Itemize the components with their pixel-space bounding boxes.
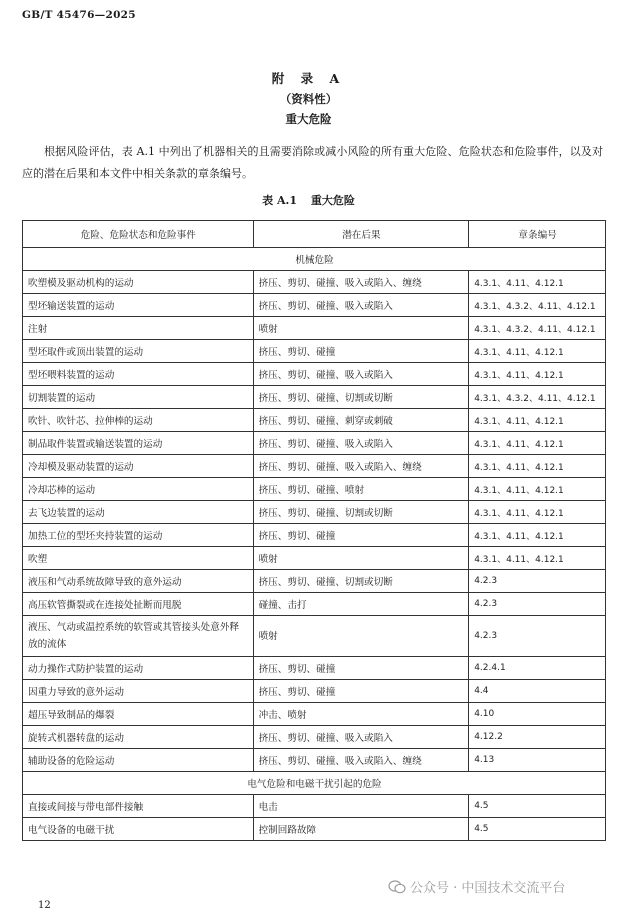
clause-cell: 4.5 [469, 795, 606, 818]
hazard-cell: 液压、气动或温控系统的软管或其管接头处意外释放的流体 [23, 616, 254, 657]
hazard-cell: 吹塑模及驱动机构的运动 [23, 271, 254, 294]
table-row [23, 294, 606, 317]
consequence-cell: 挤压、剪切、碰撞 [253, 340, 469, 363]
clause-cell: 4.2.4.1 [469, 657, 606, 680]
table-row [23, 795, 606, 818]
annex-nature: （资料性） [279, 92, 338, 106]
table-caption-title: 重大危险 [310, 194, 355, 207]
table-row [23, 547, 606, 570]
table-row [23, 749, 606, 772]
clause-cell: 4.2.3 [469, 593, 606, 616]
hazard-cell: 液压和气动系统故障导致的意外运动 [23, 570, 254, 593]
hazard-cell: 电气设备的电磁干扰 [23, 818, 254, 841]
consequence-cell: 喷射 [253, 616, 469, 657]
clause-cell: 4.5 [469, 818, 606, 841]
section-label: 电气危险和电磁干扰引起的危险 [23, 772, 606, 795]
hazards-table [22, 220, 606, 841]
consequence-cell: 挤压、剪切、碰撞、吸入或陷入 [253, 432, 469, 455]
page-number: 12 [38, 900, 51, 911]
hazard-cell: 超压导致制品的爆裂 [23, 703, 254, 726]
clause-cell: 4.3.1、4.11、4.12.1 [469, 455, 606, 478]
clause-cell: 4.2.3 [469, 570, 606, 593]
consequence-cell: 挤压、剪切、碰撞、吸入或陷入、缠绕 [253, 455, 469, 478]
hazard-cell: 型坯喂料装置的运动 [23, 363, 254, 386]
table-row [23, 680, 606, 703]
clause-cell: 4.3.1、4.11、4.12.1 [469, 340, 606, 363]
hazard-cell: 注射 [23, 317, 254, 340]
consequence-cell: 挤压、剪切、碰撞、喷射 [253, 478, 469, 501]
consequence-cell: 挤压、剪切、碰撞、切割或切断 [253, 570, 469, 593]
annex-heading [0, 70, 617, 128]
hazard-cell: 吹塑 [23, 547, 254, 570]
table-caption-id: 表 A.1 [262, 194, 297, 207]
watermark [388, 877, 565, 896]
hazard-cell: 制品取件装置或输送装置的运动 [23, 432, 254, 455]
consequence-cell: 挤压、剪切、碰撞、吸入或陷入 [253, 294, 469, 317]
clause-cell: 4.3.1、4.3.2、4.11、4.12.1 [469, 317, 606, 340]
clause-cell: 4.13 [469, 749, 606, 772]
hazard-cell: 冷却芯棒的运动 [23, 478, 254, 501]
hazard-cell: 因重力导致的意外运动 [23, 680, 254, 703]
hazard-cell: 加热工位的型坯夹持装置的运动 [23, 524, 254, 547]
clause-cell: 4.12.2 [469, 726, 606, 749]
clause-cell: 4.3.1、4.11、4.12.1 [469, 409, 606, 432]
consequence-cell: 控制回路故障 [253, 818, 469, 841]
clause-cell: 4.4 [469, 680, 606, 703]
standard-id: GB/T 45476—2025 [22, 9, 136, 21]
col-header-consequence: 潜在后果 [253, 221, 469, 248]
table-row [23, 340, 606, 363]
clause-cell: 4.3.1、4.11、4.12.1 [469, 478, 606, 501]
consequence-cell: 挤压、剪切、碰撞、切割或切断 [253, 386, 469, 409]
consequence-cell: 挤压、剪切、碰撞、吸入或陷入、缠绕 [253, 749, 469, 772]
table-row [23, 478, 606, 501]
clause-cell: 4.3.1、4.11、4.12.1 [469, 501, 606, 524]
table-row [23, 501, 606, 524]
hazard-cell: 型坯取件或顶出装置的运动 [23, 340, 254, 363]
hazard-cell: 冷却模及驱动装置的运动 [23, 455, 254, 478]
intro-paragraph: 根据风险评估，表 A.1 中列出了机器相关的且需要消除或减小风险的所有重大危险、危险状态和危险事件，以及对应的潜在后果和本文件中相关条款的章条编号。 [22, 145, 603, 180]
clause-cell: 4.3.1、4.3.2、4.11、4.12.1 [469, 294, 606, 317]
clause-cell: 4.3.1、4.3.2、4.11、4.12.1 [469, 386, 606, 409]
table-row [23, 271, 606, 294]
table-row [23, 616, 606, 657]
annex-subject: 重大危险 [285, 112, 332, 126]
hazard-cell: 去飞边装置的运动 [23, 501, 254, 524]
consequence-cell: 挤压、剪切、碰撞、吸入或陷入、缠绕 [253, 271, 469, 294]
hazard-cell: 切割装置的运动 [23, 386, 254, 409]
wechat-icon [388, 880, 406, 894]
clause-cell: 4.3.1、4.11、4.12.1 [469, 432, 606, 455]
consequence-cell: 挤压、剪切、碰撞 [253, 680, 469, 703]
clause-cell: 4.3.1、4.11、4.12.1 [469, 363, 606, 386]
clause-cell: 4.3.1、4.11、4.12.1 [469, 547, 606, 570]
table-header-row [23, 221, 606, 248]
table-row [23, 386, 606, 409]
consequence-cell: 挤压、剪切、碰撞 [253, 524, 469, 547]
hazard-cell: 型坯输送装置的运动 [23, 294, 254, 317]
hazard-cell: 吹针、吹针芯、拉伸棒的运动 [23, 409, 254, 432]
table-row [23, 455, 606, 478]
section-row [23, 248, 606, 271]
table-row [23, 409, 606, 432]
table-row [23, 593, 606, 616]
consequence-cell: 喷射 [253, 317, 469, 340]
table-row [23, 726, 606, 749]
section-label: 机械危险 [23, 248, 606, 271]
table-row [23, 570, 606, 593]
col-header-hazard: 危险、危险状态和危险事件 [23, 221, 254, 248]
table-row [23, 524, 606, 547]
hazard-cell: 高压软管撕裂或在连接处扯断而甩脱 [23, 593, 254, 616]
consequence-cell: 挤压、剪切、碰撞、吸入或陷入 [253, 363, 469, 386]
table-row [23, 703, 606, 726]
consequence-cell: 挤压、剪切、碰撞 [253, 657, 469, 680]
table-row [23, 657, 606, 680]
consequence-cell: 挤压、剪切、碰撞、切割或切断 [253, 501, 469, 524]
hazard-cell: 旋转式机器转盘的运动 [23, 726, 254, 749]
consequence-cell: 冲击、喷射 [253, 703, 469, 726]
watermark-text: 公众号 · 中国技术交流平台 [410, 881, 566, 896]
clause-cell: 4.2.3 [469, 616, 606, 657]
consequence-cell: 碰撞、击打 [253, 593, 469, 616]
table-row [23, 818, 606, 841]
table-caption [0, 192, 617, 208]
consequence-cell: 挤压、剪切、碰撞、刺穿或刺破 [253, 409, 469, 432]
consequence-cell: 喷射 [253, 547, 469, 570]
table-row [23, 317, 606, 340]
clause-cell: 4.10 [469, 703, 606, 726]
section-row [23, 772, 606, 795]
annex-title: 附 录 A [271, 71, 346, 86]
clause-cell: 4.3.1、4.11、4.12.1 [469, 524, 606, 547]
consequence-cell: 挤压、剪切、碰撞、吸入或陷入 [253, 726, 469, 749]
hazard-cell: 辅助设备的危险运动 [23, 749, 254, 772]
hazard-cell: 直接或间接与带电部件接触 [23, 795, 254, 818]
col-header-clause: 章条编号 [469, 221, 606, 248]
clause-cell: 4.3.1、4.11、4.12.1 [469, 271, 606, 294]
table-row [23, 432, 606, 455]
table-row [23, 363, 606, 386]
hazard-cell: 动力操作式防护装置的运动 [23, 657, 254, 680]
consequence-cell: 电击 [253, 795, 469, 818]
